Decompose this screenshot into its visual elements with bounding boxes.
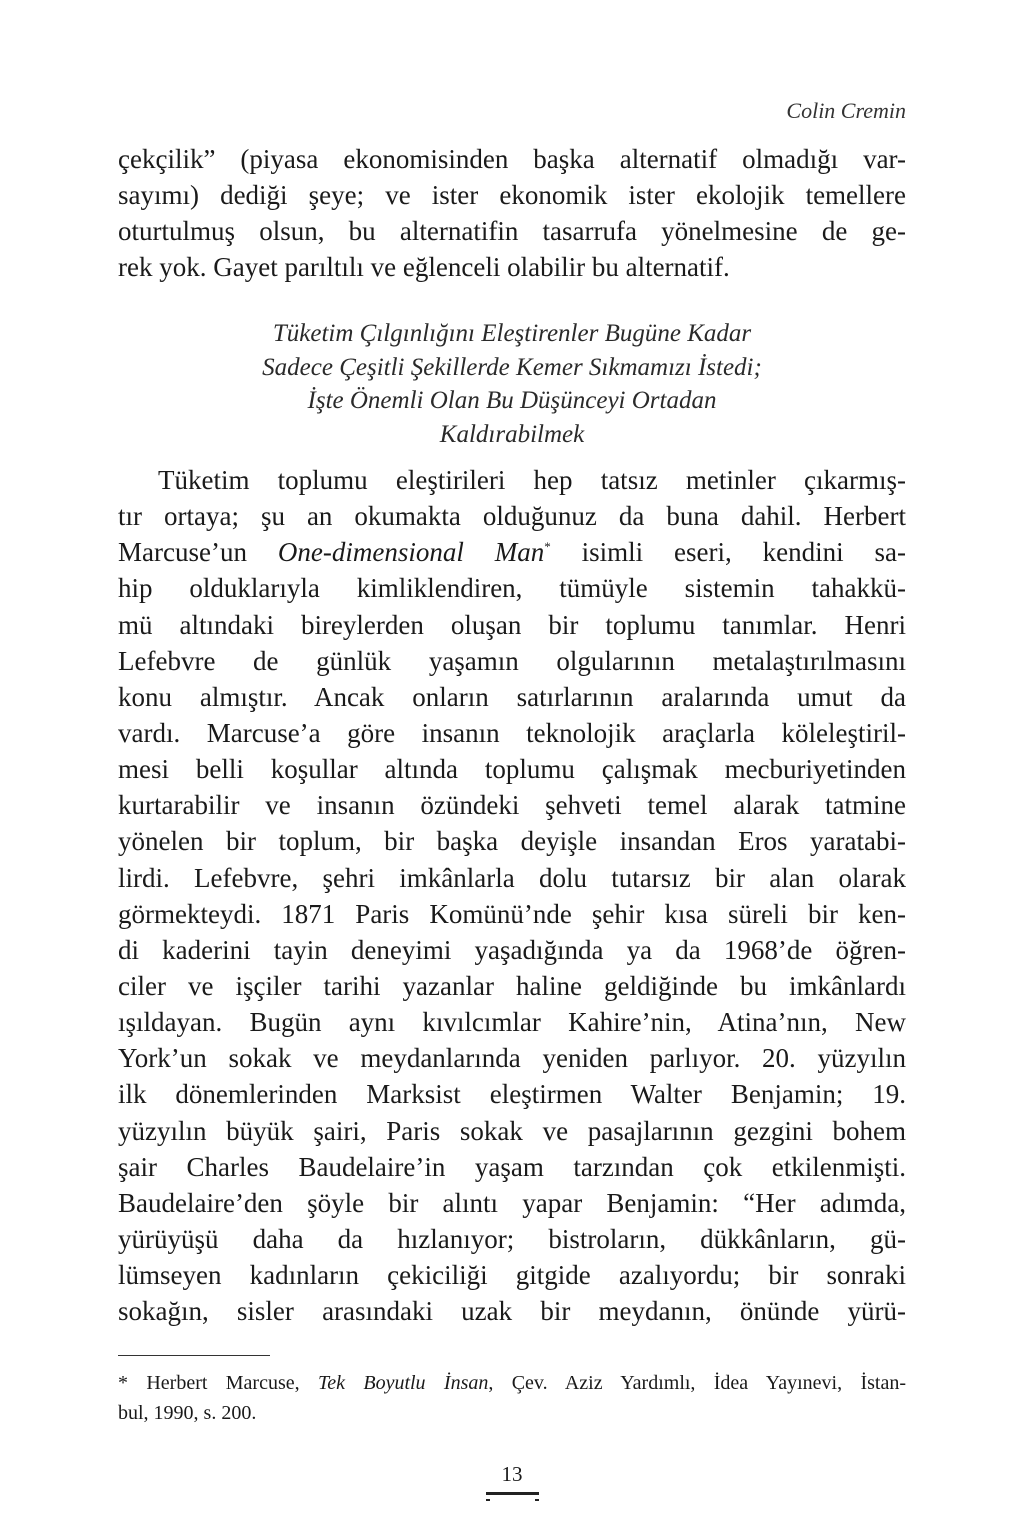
text-line: yüzyılın büyük şairi, Paris sokak ve pasajlarının gezgini bohem — [118, 1115, 906, 1146]
text-line: vardı. Marcuse’a göre insanın teknolojik araçlarla köleleştiril- — [118, 717, 906, 748]
heading-line: Tüketim Çılgınlığını Eleştirenler Bugüne Kadar — [272, 320, 752, 347]
paragraph-1 — [118, 141, 906, 285]
footnote-marker: * — [544, 539, 551, 555]
text-line: di kaderini tayin deneyimi yaşadığında ya da 1968’de öğren- — [118, 934, 906, 965]
text-line: York’un sokak ve meydanlarında yeniden parlıyor. 20. yüzyılın — [118, 1043, 906, 1074]
text-line: görmekteydi. 1871 Paris Komünü’nde şehir kısa süreli bir ken- — [118, 898, 906, 929]
text-line: Baudelaire’den şöyle bir alıntı yapar Benjamin: “Her adımda, — [118, 1187, 906, 1218]
footnote — [118, 1368, 906, 1428]
book-title: One-dimensional Man — [277, 537, 545, 568]
text-line-with-citation — [118, 534, 906, 570]
text-line: mü altındaki bireylerden oluşan bir toplumu tanımlar. Henri — [118, 609, 906, 640]
text-line: ciler ve işçiler tarihi yazanlar haline geldiğinde bu imkânlardı — [118, 970, 906, 1001]
running-header: Colin Cremin — [786, 98, 906, 123]
text-line: oturtulmuş olsun, bu alternatifin tasarrufa yönelmesine de ge- — [118, 216, 906, 246]
footnote-line — [118, 1368, 906, 1398]
footnote-author: Herbert Marcuse, — [128, 1372, 318, 1394]
page-number: 13 — [486, 1462, 539, 1495]
text-line: ışıldayan. Bugün aynı kıvılcımlar Kahire’nin, Atina’nın, New — [118, 1007, 906, 1038]
text-line: Tüketim toplumu eleştirileri hep tatsız metinler çıkarmış- — [158, 465, 906, 495]
text-line: lümseyen kadınların çekiciliği gitgide azalıyordu; bir sonraki — [118, 1260, 906, 1291]
text-line: şair Charles Baudelaire’in yaşam tarzından çok etkilenmişti. — [118, 1151, 906, 1182]
text-line: konu almıştır. Ancak onların satırlarının aralarında umut da — [118, 681, 906, 712]
heading-line: Sadece Çeşitli Şekillerde Kemer Sıkmamızı İstedi; — [262, 353, 762, 381]
text-line: ilk dönemlerinden Marksist eleştirmen Walter Benjamin; 19. — [118, 1079, 906, 1110]
text-line: sayımı) dediği şeye; ve ister ekonomik ister ekolojik temellere — [118, 180, 906, 210]
footnote-line: bul, 1990, s. 200. — [118, 1402, 257, 1424]
text-line: lirdi. Lefebvre, şehri imkânlarla dolu tutarsız bir alan olarak — [118, 862, 906, 893]
text-line: Lefebvre de günlük yaşamın olgularının metalaştırılmasını — [118, 645, 906, 676]
footnote-separator — [118, 1355, 270, 1356]
text-line: kurtarabilir ve insanın özündeki şehveti temel alarak tatmine — [118, 790, 906, 821]
heading-line: Kaldırabilmek — [439, 420, 585, 448]
page-number-area — [0, 1462, 1024, 1495]
footnote-title: Tek Boyutlu İnsan — [317, 1372, 489, 1394]
text-line: yönelen bir toplum, bir başka deyişle insandan Eros yaratabi- — [118, 826, 906, 857]
text-line: hip olduklarıyla kimliklendiren, tümüyle sistemin tahakkü- — [118, 573, 906, 604]
text-line: yürüyüşü daha da hızlanıyor; bistroların, dükkânların, gü- — [118, 1223, 906, 1254]
text-line: mesi belli koşullar altında toplumu çalışmak mecburiyetinden — [118, 754, 906, 785]
footnote-details: , Çev. Aziz Yardımlı, İdea Yayınevi, İstan- — [488, 1372, 906, 1394]
heading-line: İşte Önemli Olan Bu Düşünceyi Ortadan — [307, 387, 717, 414]
footnote-mark: * — [118, 1372, 128, 1394]
text-line: rek yok. Gayet parıltılı ve eğlenceli olabilir bu alternatif. — [118, 252, 730, 282]
text-line: çekçilik” (piyasa ekonomisinden başka alternatif olmadığı var- — [118, 144, 906, 174]
text-fragment: Marcuse’un — [118, 537, 278, 568]
paragraph-2 — [118, 462, 906, 1329]
text-fragment: isimli eseri, kendini sa- — [550, 537, 907, 568]
text-line: sokağın, sisler arasındaki uzak bir meydanın, önünde yürü- — [118, 1296, 906, 1327]
text-line: tır ortaya; şu an okumakta olduğunuz da buna dahil. Herbert — [118, 501, 906, 532]
section-heading — [118, 317, 906, 451]
